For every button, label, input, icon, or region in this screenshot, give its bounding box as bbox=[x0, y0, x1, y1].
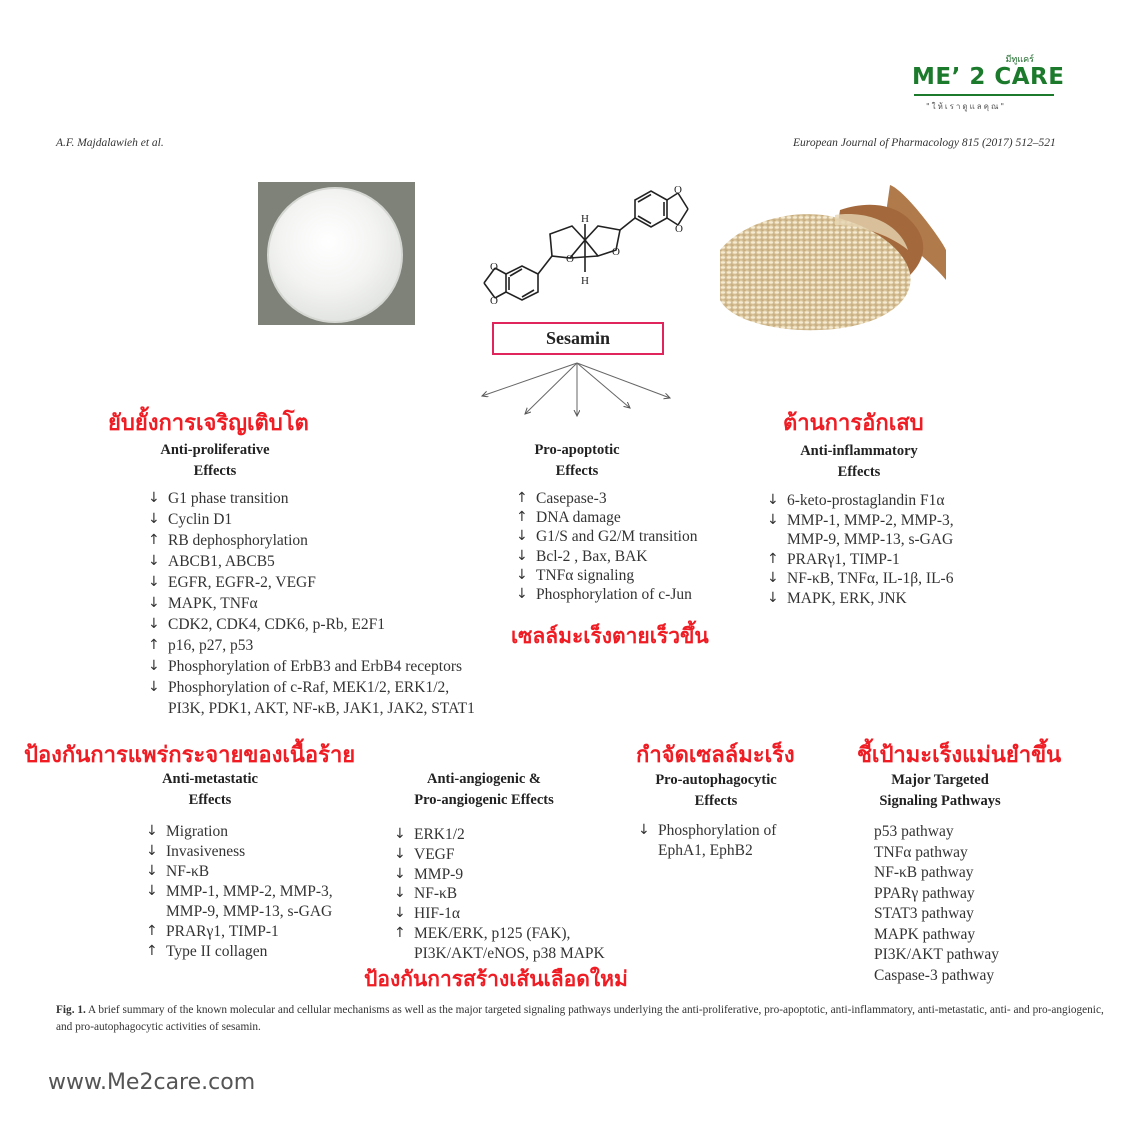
arrow-down-icon: ↓ bbox=[767, 589, 779, 606]
arrow-down-icon: ↓ bbox=[146, 823, 158, 839]
heading-pathways-line1: Major Targeted bbox=[891, 772, 989, 788]
list-item bbox=[516, 528, 697, 547]
list-item-text: Casepase-3 bbox=[536, 490, 607, 507]
list-item-text: MMP-9, MMP-13, s-GAG bbox=[166, 903, 333, 920]
list-item-text: Invasiveness bbox=[166, 843, 246, 860]
list-item-text: EphA1, EphB2 bbox=[658, 841, 753, 859]
heading-antiinflammatory-line2: Effects bbox=[837, 464, 881, 480]
list-item-text: MEK/ERK, p125 (FAK), bbox=[414, 924, 571, 942]
list-item-text: DNA damage bbox=[536, 509, 621, 527]
list-item bbox=[148, 553, 475, 574]
logo-underline bbox=[914, 94, 1054, 96]
list-proapoptotic bbox=[516, 490, 697, 605]
caption-label: Fig. 1. bbox=[56, 1004, 86, 1016]
list-antiproliferative bbox=[148, 490, 475, 721]
list-item bbox=[148, 490, 475, 511]
brand-logo bbox=[900, 52, 1070, 114]
heading-proapoptotic-line1: Pro-apoptotic bbox=[534, 442, 620, 458]
list-item-text: G1 phase transition bbox=[168, 490, 289, 507]
arrow-down-icon: ↓ bbox=[638, 822, 650, 838]
list-item bbox=[638, 822, 776, 842]
pathway-item: Caspase-3 pathway bbox=[874, 966, 995, 984]
list-item bbox=[146, 823, 333, 843]
list-item bbox=[767, 590, 954, 610]
list-item-text: NF-κB bbox=[166, 863, 210, 880]
list-item bbox=[394, 885, 605, 905]
arrow-down-icon: ↓ bbox=[148, 553, 160, 569]
svg-text:O: O bbox=[566, 253, 574, 265]
heading-pathways bbox=[860, 770, 1020, 812]
pathway-item: p53 pathway bbox=[874, 823, 954, 840]
svg-text:O: O bbox=[490, 261, 498, 273]
thai-heading-antiproliferative: ยับยั้งการเจริญเติบโต bbox=[108, 411, 309, 436]
list-item bbox=[767, 570, 954, 590]
list-item-text: TNFα signaling bbox=[536, 566, 635, 584]
list-item bbox=[148, 511, 475, 532]
heading-antiproliferative bbox=[150, 440, 280, 482]
list-item bbox=[767, 551, 954, 571]
svg-text:H: H bbox=[581, 275, 589, 287]
arrow-down-icon: ↓ bbox=[146, 843, 158, 859]
list-item-text: Phosphorylation of c-Jun bbox=[536, 585, 692, 603]
heading-angiogenic bbox=[396, 769, 572, 811]
sesamin-powder-photo bbox=[258, 182, 415, 325]
list-item bbox=[148, 679, 475, 700]
list-item bbox=[516, 509, 697, 528]
list-item bbox=[767, 512, 954, 532]
branch-arrows bbox=[470, 358, 690, 420]
heading-antiproliferative-line1: Anti-proliferative bbox=[160, 442, 270, 458]
heading-proapoptotic bbox=[517, 440, 637, 482]
list-item-text: Cyclin D1 bbox=[168, 511, 233, 528]
sesamin-label: Sesamin bbox=[545, 328, 610, 348]
pathway-item: STAT3 pathway bbox=[874, 905, 974, 922]
arrow-down-icon: ↓ bbox=[394, 845, 406, 862]
list-item bbox=[148, 574, 475, 595]
arrow-down-icon: ↓ bbox=[148, 679, 160, 695]
heading-antimetastatic-line1: Anti-metastatic bbox=[162, 771, 258, 787]
pathway-item: MAPK pathway bbox=[874, 925, 976, 943]
heading-antiproliferative-line2: Effects bbox=[193, 463, 237, 479]
arrow-up-icon: ↑ bbox=[516, 509, 528, 526]
arrow-down-icon: ↓ bbox=[516, 547, 528, 564]
svg-text:O: O bbox=[674, 184, 682, 196]
list-item-text: p16, p27, p53 bbox=[168, 637, 254, 654]
heading-pathways-line2: Signaling Pathways bbox=[879, 793, 1001, 809]
list-item bbox=[394, 866, 605, 886]
list-item-text: MAPK, TNFα bbox=[168, 595, 258, 612]
list-item bbox=[148, 616, 475, 637]
list-item bbox=[146, 903, 333, 923]
list-antimetastatic bbox=[146, 823, 333, 963]
list-item-text: G1/S and G2/M transition bbox=[536, 528, 698, 546]
list-item-text: NF-κB bbox=[414, 885, 458, 903]
list-autophagocytic bbox=[638, 822, 776, 861]
arrow-down-icon: ↓ bbox=[148, 511, 160, 527]
list-item bbox=[148, 532, 475, 553]
list-item-text: HIF-1α bbox=[414, 905, 461, 923]
pathway-item: NF-κB pathway bbox=[874, 864, 974, 881]
list-item-text: EGFR, EGFR-2, VEGF bbox=[168, 574, 316, 591]
list-item bbox=[516, 490, 697, 509]
svg-text:O: O bbox=[675, 223, 683, 235]
heading-proapoptotic-line2: Effects bbox=[555, 463, 599, 479]
list-item bbox=[516, 548, 697, 567]
thai-heading-apoptotic: เซลล์มะเร็งตายเร็วขึ้น bbox=[511, 624, 709, 648]
list-item-text: Type II collagen bbox=[166, 943, 268, 960]
caption-text: A brief summary of the known molecular and cellular mechanisms as well as the major targeted signaling pathways underlying the anti-proliferative, pro-apoptotic, anti-inflammatory, anti-metastatic, anti- and pro-angiogenic, and pro-autophagocytic activities of sesamin. bbox=[56, 1004, 1104, 1033]
list-item-text: ERK1/2 bbox=[414, 826, 465, 843]
list-item bbox=[146, 843, 333, 863]
heading-autophagocytic-line1: Pro-autophagocytic bbox=[655, 772, 777, 788]
pathway-item: PI3K/AKT pathway bbox=[874, 946, 999, 963]
list-item bbox=[394, 945, 605, 965]
list-antiinflammatory bbox=[767, 492, 954, 610]
arrow-down-icon: ↓ bbox=[767, 492, 779, 508]
arrow-down-icon: ↓ bbox=[394, 826, 406, 842]
heading-antimetastatic-line2: Effects bbox=[188, 792, 232, 808]
list-item-text: VEGF bbox=[414, 845, 455, 863]
thai-heading-autophagy: กำจัดเซลล์มะเร็ง bbox=[636, 743, 795, 768]
list-item-text: NF-κB, TNFα, IL-1β, IL-6 bbox=[787, 570, 954, 588]
arrow-down-icon: ↓ bbox=[394, 905, 406, 922]
thai-heading-antiinflammatory: ต้านการอักเสบ bbox=[783, 411, 924, 436]
list-item bbox=[516, 586, 697, 605]
list-item-text: 6-keto-prostaglandin F1α bbox=[787, 492, 945, 509]
heading-angiogenic-line2: Pro-angiogenic Effects bbox=[414, 792, 554, 808]
list-item-text: PRARγ1, TIMP-1 bbox=[787, 550, 900, 568]
heading-autophagocytic bbox=[640, 770, 792, 812]
thai-heading-targeted: ชี้เป้ามะเร็งแม่นยำขึ้น bbox=[857, 743, 1062, 768]
arrow-up-icon: ↑ bbox=[767, 550, 779, 567]
svg-text:O: O bbox=[490, 295, 498, 307]
heading-antiinflammatory-line1: Anti-inflammatory bbox=[800, 443, 918, 459]
figure-caption bbox=[56, 1002, 1112, 1036]
list-item bbox=[394, 826, 605, 846]
arrow-down-icon: ↓ bbox=[516, 566, 528, 583]
list-item-text: Phosphorylation of bbox=[658, 822, 777, 839]
list-item bbox=[148, 595, 475, 616]
list-item-text: Migration bbox=[166, 823, 228, 840]
list-item bbox=[516, 567, 697, 586]
list-item-text: CDK2, CDK4, CDK6, p-Rb, E2F1 bbox=[168, 616, 386, 633]
list-item-text: Phosphorylation of c-Raf, MEK1/2, ERK1/2, bbox=[168, 679, 450, 696]
arrow-up-icon: ↑ bbox=[146, 923, 158, 939]
list-item-text: PRARγ1, TIMP-1 bbox=[166, 923, 279, 940]
pathway-item: PPARγ pathway bbox=[874, 884, 975, 902]
heading-antiinflammatory bbox=[784, 441, 934, 483]
arrow-down-icon: ↓ bbox=[767, 570, 779, 587]
heading-angiogenic-line1: Anti-angiogenic & bbox=[427, 771, 541, 787]
list-item-text: PI3K/AKT/eNOS, p38 MAPK bbox=[414, 944, 605, 962]
logo-wordmark: ME’ 2 CARE bbox=[912, 64, 1065, 90]
logo-tagline: "ให้เราดูแลคุณ" bbox=[926, 102, 1007, 111]
arrow-down-icon: ↓ bbox=[148, 616, 160, 632]
thai-heading-metastatic: ป้องกันการแพร่กระจายของเนื้อร้าย bbox=[24, 743, 356, 768]
arrow-down-icon: ↓ bbox=[148, 574, 160, 590]
list-pathways bbox=[874, 822, 999, 986]
arrow-up-icon: ↑ bbox=[394, 924, 406, 941]
arrow-down-icon: ↓ bbox=[516, 585, 528, 602]
heading-antimetastatic bbox=[150, 769, 270, 811]
arrow-up-icon: ↑ bbox=[148, 532, 160, 548]
list-item-text: PI3K, PDK1, AKT, NF-κB, JAK1, JAK2, STAT1 bbox=[168, 700, 475, 717]
arrow-up-icon: ↑ bbox=[146, 943, 158, 959]
arrow-down-icon: ↓ bbox=[148, 658, 160, 674]
arrow-down-icon: ↓ bbox=[516, 528, 528, 545]
list-item bbox=[146, 883, 333, 903]
list-angiogenic bbox=[394, 826, 605, 965]
arrow-down-icon: ↓ bbox=[148, 595, 160, 611]
arrow-up-icon: ↑ bbox=[516, 490, 528, 506]
sesame-seeds-photo bbox=[720, 180, 946, 333]
heading-autophagocytic-line2: Effects bbox=[694, 793, 738, 809]
list-item bbox=[146, 923, 333, 943]
arrow-down-icon: ↓ bbox=[146, 883, 158, 899]
svg-text:H: H bbox=[581, 213, 589, 225]
list-item-text: ABCB1, ABCB5 bbox=[168, 553, 275, 570]
list-item-text: MMP-1, MMP-2, MMP-3, bbox=[787, 511, 954, 529]
arrow-down-icon: ↓ bbox=[394, 865, 406, 882]
list-item bbox=[767, 492, 954, 512]
list-item bbox=[146, 943, 333, 963]
sesamin-label-box bbox=[492, 322, 664, 355]
logo-thai-name: มีทูแคร์ bbox=[1005, 55, 1034, 65]
petri-dish bbox=[267, 187, 403, 323]
paper-journal: European Journal of Pharmacology 815 (2017) 512–521 bbox=[793, 137, 1056, 149]
list-item-text: Phosphorylation of ErbB3 and ErbB4 receptors bbox=[168, 658, 463, 675]
list-item bbox=[638, 842, 776, 862]
sesamin-structure-diagram bbox=[470, 180, 710, 320]
list-item-text: Bcl-2 , Bax, BAK bbox=[536, 547, 648, 565]
list-item-text: MMP-9, MMP-13, s-GAG bbox=[787, 531, 954, 549]
list-item bbox=[148, 700, 475, 721]
website-url[interactable]: www.Me2care.com bbox=[48, 1070, 256, 1095]
thai-heading-angiogenic: ป้องกันการสร้างเส้นเลือดใหม่ bbox=[364, 967, 628, 991]
arrow-down-icon: ↓ bbox=[146, 863, 158, 879]
svg-text:O: O bbox=[612, 246, 620, 258]
list-item-text: MMP-1, MMP-2, MMP-3, bbox=[166, 883, 333, 900]
list-item bbox=[394, 846, 605, 866]
arrow-down-icon: ↓ bbox=[767, 511, 779, 528]
list-item bbox=[394, 905, 605, 925]
list-item-text: MMP-9 bbox=[414, 865, 464, 883]
list-item bbox=[148, 637, 475, 658]
list-item-text: MAPK, ERK, JNK bbox=[787, 589, 907, 607]
list-item bbox=[767, 531, 954, 551]
list-item bbox=[394, 925, 605, 945]
arrow-down-icon: ↓ bbox=[394, 885, 406, 902]
arrow-up-icon: ↑ bbox=[148, 637, 160, 653]
pathway-item: TNFα pathway bbox=[874, 843, 968, 861]
paper-authors: A.F. Majdalawieh et al. bbox=[56, 137, 164, 149]
list-item bbox=[148, 658, 475, 679]
list-item-text: RB dephosphorylation bbox=[168, 532, 308, 549]
arrow-down-icon: ↓ bbox=[148, 490, 160, 506]
list-item bbox=[146, 863, 333, 883]
